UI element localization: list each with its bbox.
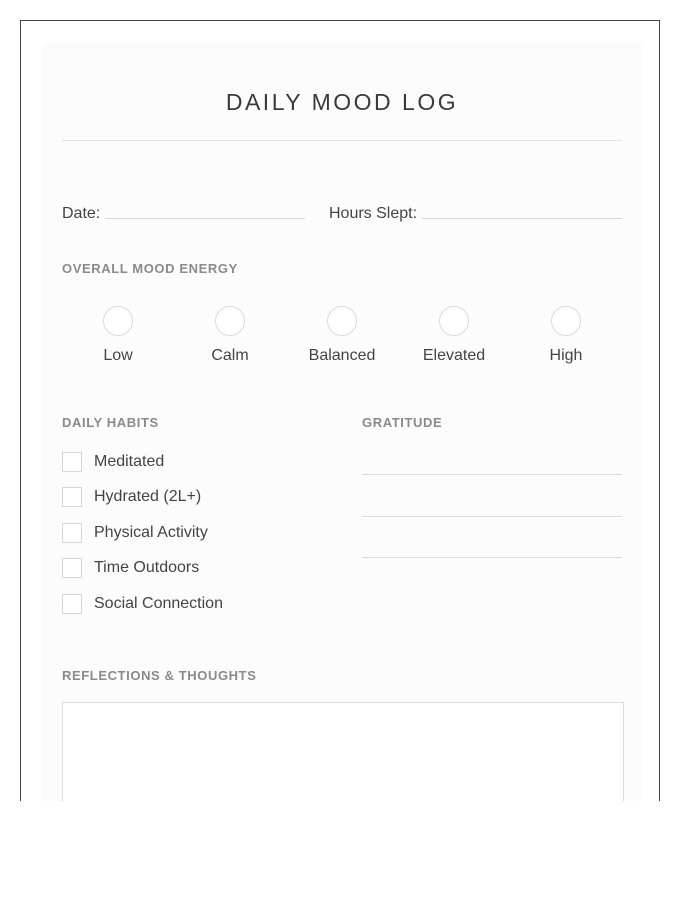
hours-slept-label: Hours Slept: <box>329 205 418 222</box>
page-title: DAILY MOOD LOG <box>225 89 459 115</box>
mood-option-low[interactable] <box>68 306 168 365</box>
mood-radio[interactable] <box>327 306 357 336</box>
habit-checkbox[interactable] <box>62 487 82 507</box>
habit-item-physical-activity[interactable] <box>62 522 208 544</box>
mood-option-label: Low <box>103 347 133 364</box>
habit-label: Meditated <box>94 453 165 470</box>
daily-habits-heading: DAILY HABITS <box>62 415 159 430</box>
mood-option-elevated[interactable] <box>404 306 504 365</box>
mood-option-label: High <box>549 347 583 364</box>
habit-item-social-connection[interactable] <box>62 593 223 615</box>
habit-item-time-outdoors[interactable] <box>62 557 199 579</box>
habit-label: Hydrated (2L+) <box>94 488 202 505</box>
mood-option-label: Calm <box>211 347 249 364</box>
reflections-heading: REFLECTIONS & THOUGHTS <box>62 668 257 683</box>
mood-radio[interactable] <box>551 306 581 336</box>
mood-radio[interactable] <box>215 306 245 336</box>
title-divider <box>62 140 622 141</box>
habit-checkbox[interactable] <box>62 594 82 614</box>
mood-option-calm[interactable] <box>180 306 280 365</box>
mood-option-label: Elevated <box>422 347 486 364</box>
mood-option-label: Balanced <box>308 347 376 364</box>
reflections-textarea[interactable] <box>62 702 624 801</box>
hours-slept-field[interactable] <box>422 218 622 219</box>
gratitude-line-1[interactable] <box>362 474 622 475</box>
habit-item-hydrated[interactable] <box>62 486 201 508</box>
habit-checkbox[interactable] <box>62 452 82 472</box>
page-frame <box>20 20 660 801</box>
date-field[interactable] <box>105 218 305 219</box>
mood-option-high[interactable] <box>516 306 616 365</box>
gratitude-heading: GRATITUDE <box>362 415 443 430</box>
date-label: Date: <box>62 205 101 222</box>
mood-log-sheet <box>42 42 642 801</box>
habit-label: Social Connection <box>94 595 223 612</box>
habit-label: Time Outdoors <box>94 559 200 576</box>
mood-radio[interactable] <box>103 306 133 336</box>
habit-checkbox[interactable] <box>62 558 82 578</box>
gratitude-line-2[interactable] <box>362 516 622 517</box>
gratitude-line-3[interactable] <box>362 557 622 558</box>
habit-label: Physical Activity <box>94 524 208 541</box>
mood-option-balanced[interactable] <box>292 306 392 365</box>
mood-radio[interactable] <box>439 306 469 336</box>
habit-item-meditated[interactable] <box>62 451 164 473</box>
mood-energy-heading: OVERALL MOOD ENERGY <box>62 261 238 276</box>
habit-checkbox[interactable] <box>62 523 82 543</box>
